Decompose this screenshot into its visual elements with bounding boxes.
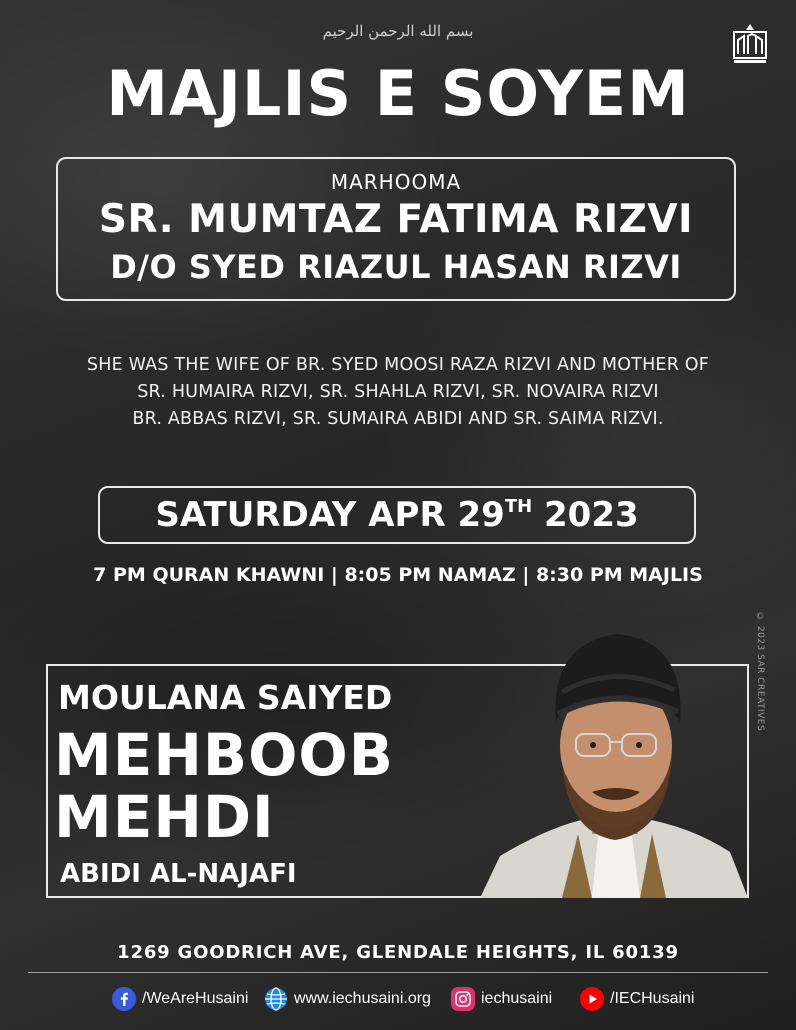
event-date-year: 2023 (544, 495, 639, 535)
social-website[interactable] (264, 984, 431, 1014)
speaker-name-first: MEHBOOB (54, 721, 394, 789)
bismillah-calligraphy: بسم الله الرحمن الرحیم (322, 22, 474, 40)
social-links (0, 984, 796, 1014)
credit-text-wrap (755, 612, 769, 742)
speaker-title: MOULANA SAIYED (58, 678, 393, 717)
social-label: www.iechusaini.org (294, 990, 431, 1007)
event-date-box (98, 486, 696, 544)
speaker-name-last: MEHDI (54, 783, 275, 851)
event-date-prefix: SATURDAY APR 29 (155, 495, 505, 535)
speaker-portrait (480, 604, 748, 898)
family-line-2: SR. HUMAIRA RIZVI, SR. SHAHLA RIZVI, SR. NOVAIRA RIZVI (137, 382, 659, 402)
deceased-prefix: MARHOOMA (330, 170, 462, 194)
credit-text: © 2023 SAR CREATIVES (755, 612, 765, 732)
speaker-surname: ABIDI AL-NAJAFI (60, 859, 297, 889)
page-title: MAJLIS E SOYEM (106, 57, 690, 130)
deceased-name-box (56, 157, 736, 301)
event-schedule: 7 PM QURAN KHAWNI | 8:05 PM NAMAZ | 8:30 PM MAJLIS (93, 564, 703, 586)
globe-icon (264, 987, 288, 1011)
venue-address: 1269 GOODRICH AVE, GLENDALE HEIGHTS, IL 60139 (117, 942, 679, 963)
social-youtube[interactable] (580, 984, 694, 1014)
social-label: iechusaini (481, 990, 553, 1007)
family-line-3: BR. ABBAS RIZVI, SR. SUMAIRA ABIDI AND SR. SAIMA RIZVI. (132, 409, 664, 429)
social-instagram[interactable] (451, 984, 552, 1014)
event-date-suffix: TH (504, 496, 533, 517)
social-label: /WeAreHusaini (142, 990, 249, 1007)
facebook-icon (112, 987, 136, 1011)
instagram-icon (451, 987, 475, 1011)
family-line-1: SHE WAS THE WIFE OF BR. SYED MOOSI RAZA RIZVI AND MOTHER OF (86, 355, 710, 375)
deceased-parentage: D/O SYED RIAZUL HASAN RIZVI (110, 248, 682, 286)
footer-divider (28, 972, 768, 973)
social-facebook[interactable] (112, 984, 248, 1014)
youtube-icon (580, 987, 604, 1011)
deceased-name: SR. MUMTAZ FATIMA RIZVI (98, 197, 694, 242)
family-note (0, 352, 796, 433)
social-label: /IECHusaini (610, 990, 695, 1007)
